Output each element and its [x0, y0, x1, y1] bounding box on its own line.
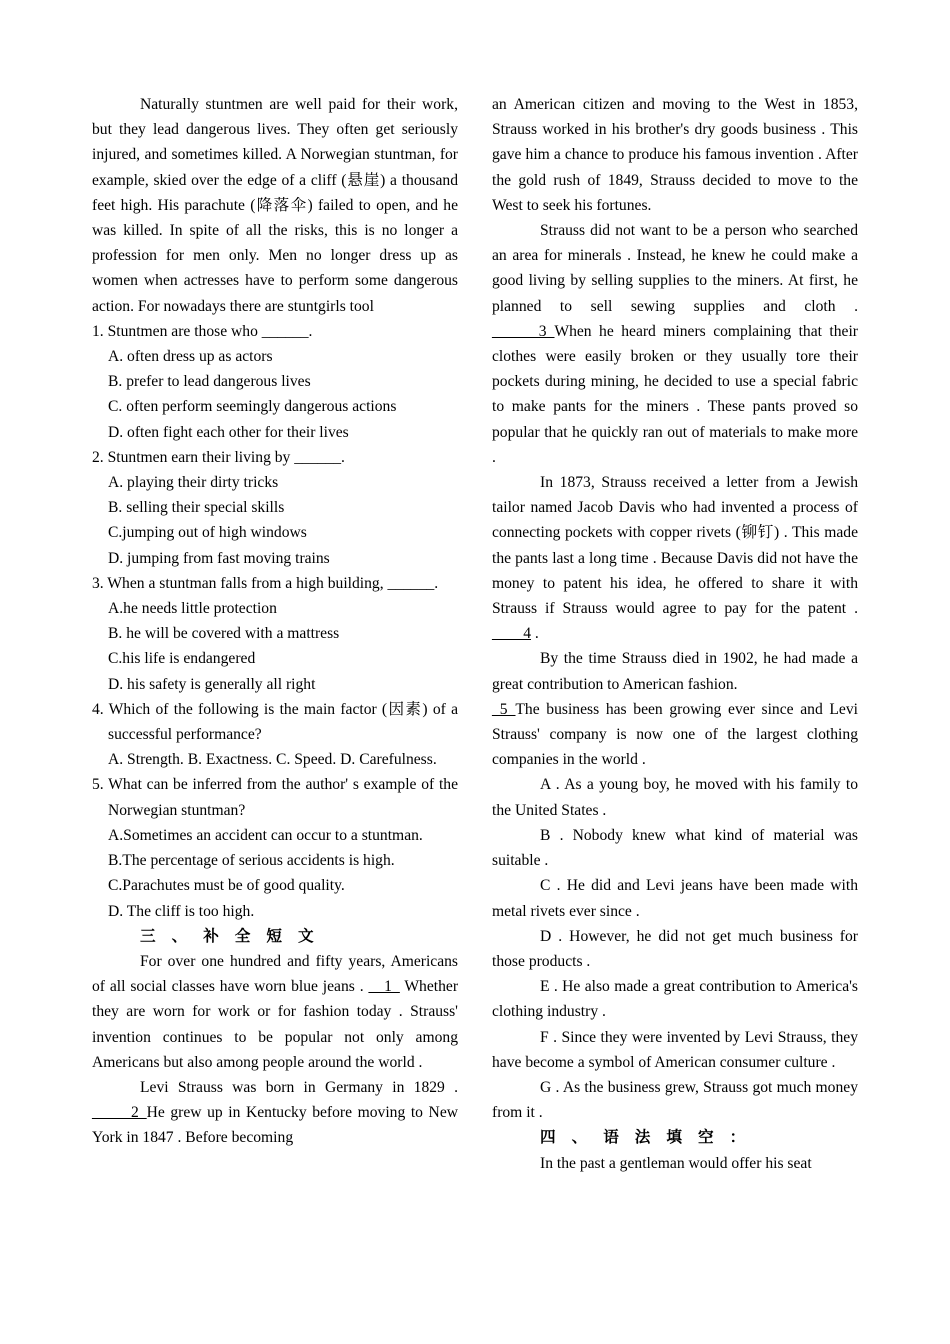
option-b: B . Nobody knew what kind of material was suitable . — [492, 826, 858, 870]
question-1-option-b: B. prefer to lead dangerous lives — [108, 373, 311, 391]
section-3-heading: 三、补全短文 — [140, 927, 330, 945]
question-5-stem: 5. What can be inferred from the author' s example of the Norwegian stuntman? — [92, 776, 458, 819]
option-g: G . As the business grew, Strauss got much money from it . — [492, 1078, 858, 1122]
section-4-heading: 四、语法填空： — [540, 1129, 762, 1147]
strauss-paragraph-2 — [92, 1075, 458, 1151]
strauss-paragraph-3 — [492, 218, 858, 470]
left-column — [92, 92, 458, 1151]
option-a: A . As a young boy, he moved with his family to the United States . — [492, 776, 858, 819]
blank-5: _5_ — [492, 700, 516, 718]
question-5-option-a: A.Sometimes an accident can occur to a stuntman. — [108, 826, 423, 844]
question-5-option-d: D. The cliff is too high. — [108, 902, 255, 920]
strauss-p2-text-b: He grew up in Kentucky before moving to New York in 1847 . Before becoming — [92, 1104, 458, 1147]
stuntmen-passage: Naturally stuntmen are well paid for their work, but they lead dangerous lives. They often get seriously injured, and sometimes killed. A Norwegian stuntman, for example, skied over the edge of a cliff (悬崖) a thousand feet high. His parachute (降落伞) failed to open, and he was killed. In spite of all the risks, this is no longer a profession for men only. Men no longer dress up as women when actresses have to perform some dangerous action. For nowadays there are stuntgirls tool — [92, 96, 458, 315]
question-1-stem: 1. Stuntmen are those who ______. — [92, 322, 313, 340]
option-e: E . He also made a great contribution to America's clothing industry . — [492, 978, 858, 1021]
strauss-p4-text-b: . — [530, 625, 539, 643]
strauss-paragraph-1 — [92, 949, 458, 1075]
question-4-options: A. Strength. B. Exactness. C. Speed. D. Carefulness. — [108, 751, 437, 769]
blank-1: __1_ — [368, 978, 400, 996]
blank-2: _____2_ — [92, 1104, 147, 1122]
option-f: F . Since they were invented by Levi Strauss, they have become a symbol of American consumer culture . — [492, 1028, 858, 1071]
strauss-p3-text-a: Strauss did not want to be a person who searched an area for minerals . Instead, he knew he could make a good living by selling supplies to the miners. At first, he planned to sell sewing supplies and cloth . — [492, 222, 858, 315]
question-3-option-b: B. he will be covered with a mattress — [108, 625, 340, 643]
question-1-option-d: D. often fight each other for their lives — [108, 423, 349, 441]
strauss-paragraph-2-continued: an American citizen and moving to the West in 1853, Strauss worked in his brother's dry goods business . This gave him a chance to produce his famous invention . After the gold rush of 1849, Strauss decided to move to the West to seek his fortunes. — [492, 96, 858, 214]
strauss-p1-text-b: Whether they are worn for work or for fashion today . Strauss' invention continues to be popular not only among Americans but also among people around the world . — [92, 978, 459, 1071]
option-c: C . He did and Levi jeans have been made with metal rivets ever since . — [492, 877, 858, 920]
strauss-paragraph-5: By the time Strauss died in 1902, he had made a great contribution to American fashion. — [492, 650, 858, 693]
question-5-option-b: B.The percentage of serious accidents is high. — [108, 852, 395, 870]
blank-3: ______3_ — [492, 322, 555, 340]
strauss-paragraph-6 — [492, 697, 858, 773]
question-4-stem: 4. Which of the following is the main factor (因素) of a successful performance? — [92, 700, 458, 744]
question-2-stem: 2. Stuntmen earn their living by ______. — [92, 448, 345, 466]
section-4-first-line: In the past a gentleman would offer his seat — [540, 1154, 812, 1172]
strauss-p1-text-a: For over one hundred and fifty years, Americans of all social classes have worn blue jeans . — [92, 952, 458, 996]
question-5-option-c: C.Parachutes must be of good quality. — [108, 877, 345, 895]
question-2-option-d: D. jumping from fast moving trains — [108, 549, 330, 567]
question-1-option-c: C. often perform seemingly dangerous actions — [108, 398, 397, 416]
question-3-option-c: C.his life is endangered — [108, 650, 256, 668]
question-2-option-a: A. playing their dirty tricks — [108, 474, 279, 492]
option-d: D . However, he did not get much business for those products . — [492, 927, 858, 970]
strauss-p2-text-a: Levi Strauss was born in Germany in 1829 . — [140, 1078, 458, 1096]
question-3-option-d: D. his safety is generally all right — [108, 675, 316, 693]
blank-4: ____4 — [492, 625, 531, 643]
strauss-p4-text-a: In 1873, Strauss received a letter from a Jewish tailor named Jacob Davis who had invented a process of connecting pockets with copper rivets (铆钉) . This made the pants last a long time . Because Davis did not have the money to patent his idea, he offered to share it with Strauss if Strauss would agree to pay for the patent . — [492, 474, 858, 618]
question-3-option-a: A.he needs little protection — [108, 600, 277, 618]
strauss-p3-text-b: When he heard miners complaining that their clothes were easily broken or they usually tore their pockets during mining, he decided to use a special fabric to make pants for the miners . These pants proved so popular that he quickly ran out of materials to make more . — [492, 322, 858, 466]
right-column — [492, 92, 858, 1176]
strauss-p6-text: The business has been growing ever since and Levi Strauss' company is now one of the largest clothing companies in the world . — [492, 700, 858, 769]
question-1-option-a: A. often dress up as actors — [108, 348, 273, 366]
question-2-option-c: C.jumping out of high windows — [108, 524, 307, 542]
strauss-paragraph-4 — [492, 470, 858, 646]
question-2-option-b: B. selling their special skills — [108, 499, 285, 517]
question-3-stem: 3. When a stuntman falls from a high building, ______. — [92, 574, 439, 592]
